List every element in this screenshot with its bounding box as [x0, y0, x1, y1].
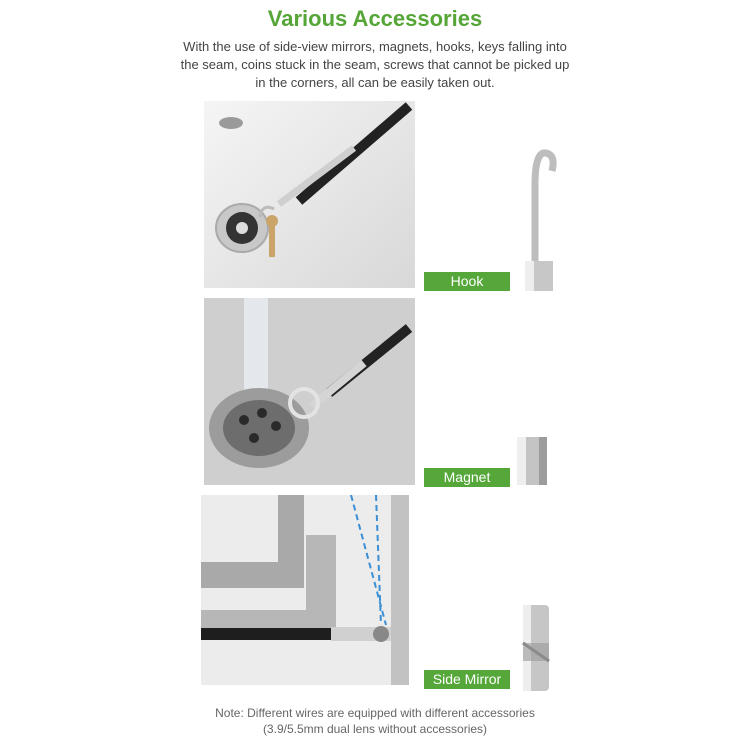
side-mirror-label: Side Mirror	[424, 670, 510, 689]
hook-accessory-image	[519, 145, 559, 293]
description-text: With the use of side-view mirrors, magnets, hooks, keys falling into the seam, coins stuck in the seam, screws that cannot be picked up in the corners, all can be easily taken out.	[180, 39, 570, 90]
page-title: Various Accessories	[267, 6, 483, 31]
hook-usage-photo	[204, 101, 415, 288]
footer-note	[150, 705, 600, 737]
magnet-label: Magnet	[424, 468, 510, 487]
magnet-usage-photo	[204, 298, 415, 485]
footer-note-line1: Note: Different wires are equipped with different accessories	[215, 706, 535, 720]
footer-note-line2: (3.9/5.5mm dual lens without accessories)	[262, 722, 488, 736]
magnet-accessory-image	[515, 435, 549, 487]
side-mirror-accessory-image	[518, 603, 554, 693]
hook-label: Hook	[424, 272, 510, 291]
side-mirror-usage-photo	[201, 495, 409, 685]
